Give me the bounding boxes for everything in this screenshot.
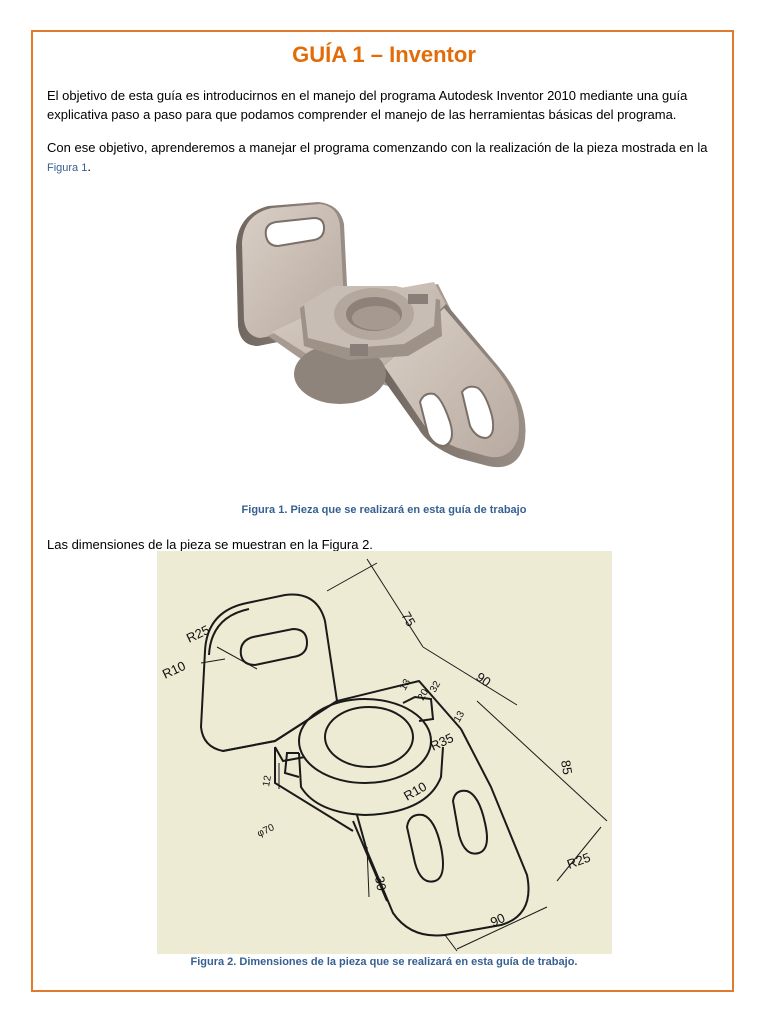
dim-r10-bottom: R10 <box>401 778 430 804</box>
dim-phi70: φ70 <box>255 822 277 840</box>
dim-20: 20 <box>416 687 432 703</box>
figure-2-caption: Figura 2. Dimensiones de la pieza que se realizará en esta guía de trabajo. <box>190 956 578 968</box>
objective-end: . <box>87 159 91 174</box>
dim-13-a: 13 <box>398 677 414 693</box>
dimensions-intro: Las dimensiones de la pieza se muestran en la Figura 2. <box>47 537 373 552</box>
figure-2-drawing <box>157 551 612 954</box>
dim-90-bottom: 90 <box>487 910 508 930</box>
dim-30: 30 <box>372 874 390 892</box>
dim-12: 12 <box>261 774 274 788</box>
figure-1-link[interactable]: Figura 1 <box>47 162 88 174</box>
figure-1-caption: Figura 1. Pieza que se realizará en esta guía de trabajo <box>241 504 527 516</box>
dim-r35: R35 <box>427 730 456 754</box>
dim-13-b: 13 <box>452 709 468 725</box>
page-title: GUÍA 1 – Inventor <box>292 42 476 67</box>
figure-1-render <box>228 196 534 492</box>
dim-r25-top: R25 <box>183 622 212 646</box>
dim-90-top: 90 <box>473 669 494 690</box>
objective-text: Con ese objetivo, aprenderemos a manejar el programa comenzando con la realización de la pieza mostrada en la <box>47 140 708 155</box>
dim-r25-bottom: R25 <box>564 849 593 872</box>
intro-paragraph: El objetivo de esta guía es introducirnos en el manejo del programa Autodesk Inventor 2010 mediante una guía explicativa paso a paso para que podamos comprender el manejo de las herramientas básicas del programa. <box>47 88 688 122</box>
dim-85: 85 <box>558 758 576 776</box>
dim-75: 75 <box>398 609 419 630</box>
dim-32: 32 <box>428 679 444 695</box>
dim-r10-top: R10 <box>159 658 188 682</box>
objective-paragraph <box>47 138 727 178</box>
